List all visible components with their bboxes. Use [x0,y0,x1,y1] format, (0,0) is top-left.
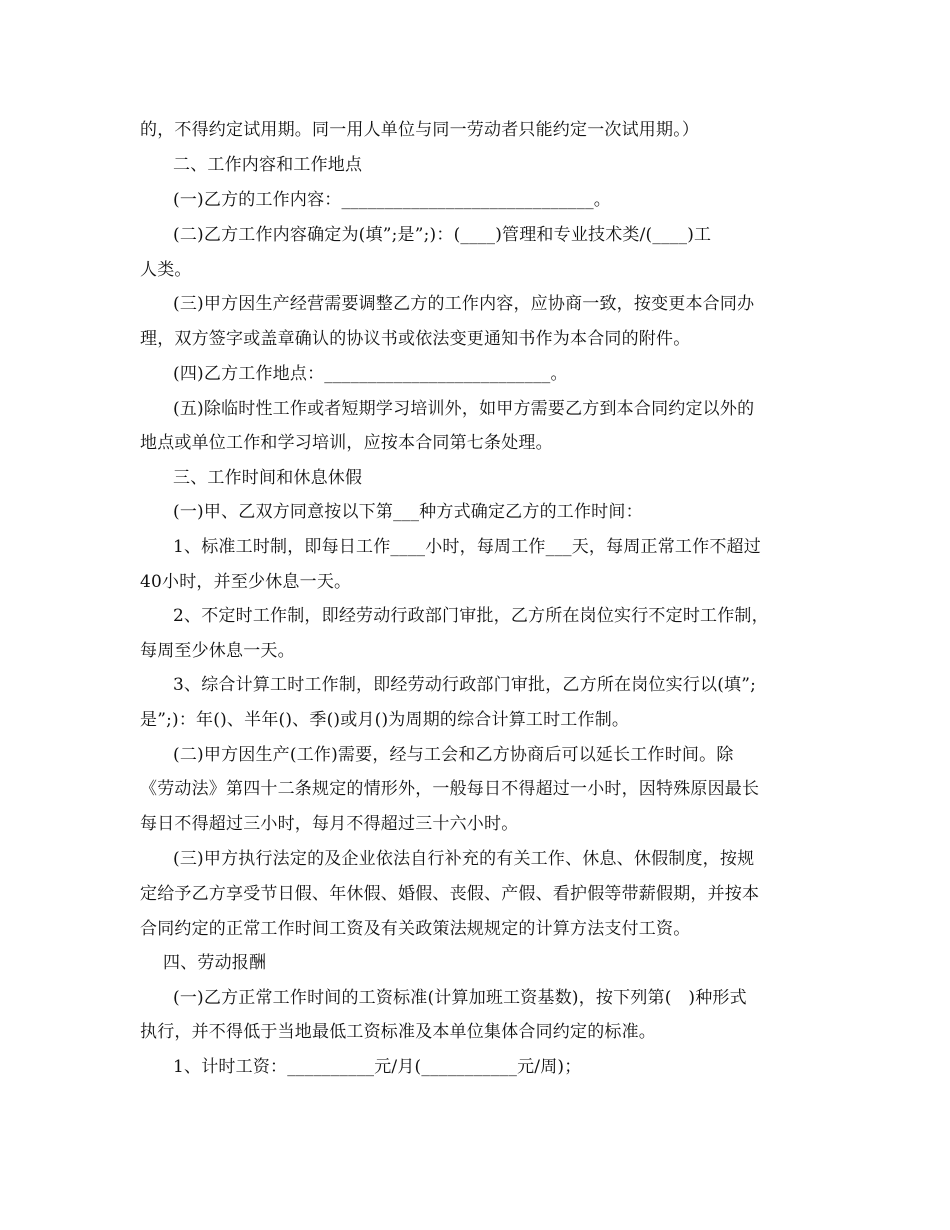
section-heading: 四、劳动报酬 [163,953,267,973]
paragraph-line: (三)甲方因生产经营需要调整乙方的工作内容，应协商一致，按变更本合同办 [173,294,755,314]
paragraph-line: 每日不得超过三小时，每月不得超过三十六小时。 [140,814,519,834]
paragraph-line: 人类。 [140,260,192,280]
paragraph-line: 执行，并不得低于当地最低工资标准及本单位集体合同约定的标准。 [140,1022,656,1042]
paragraph-line: 40小时，并至少休息一天。 [140,572,352,592]
paragraph-line: 1、计时工资：__________元/月(___________元/周)； [173,1057,582,1077]
paragraph-line: 合同约定的正常工作时间工资及有关政策法规规定的计算方法支付工资。 [140,919,691,939]
paragraph-line: (五)除临时性工作或者短期学习培训外，如甲方需要乙方到本合同约定以外的 [173,399,755,419]
paragraph-line: 地点或单位工作和学习培训，应按本合同第七条处理。 [140,433,553,453]
paragraph-line: (三)甲方执行法定的及企业依法自行补充的有关工作、休息、休假制度，按规 [173,849,755,869]
paragraph-line: 每周至少休息一天。 [140,641,295,661]
paragraph-line: (二)甲方因生产(工作)需要，经与工会和乙方协商后可以延长工作时间。除 [173,745,734,765]
paragraph-line: 1、标准工时制，即每日工作____小时，每周工作___天，每周正常工作不超过 [173,537,761,557]
paragraph-line: 是”;)：年()、半年()、季()或月()为周期的综合计算工时工作制。 [140,710,630,730]
paragraph-line: 的，不得约定试用期。同一用人单位与同一劳动者只能约定一次试用期。） [140,120,700,140]
paragraph-line: 2、不定时工作制，即经劳动行政部门审批，乙方所在岗位实行不定时工作制， [173,606,769,626]
paragraph-line: (四)乙方工作地点：__________________________。 [173,364,568,384]
section-heading: 三、工作时间和休息休假 [173,468,363,488]
paragraph-line: 理，双方签字或盖章确认的协议书或依法变更通知书作为本合同的附件。 [140,329,691,349]
paragraph-line: (一)乙方正常工作时间的工资标准(计算加班工资基数)，按下列第( )种形式 [173,988,747,1008]
paragraph-line: (一)甲、乙双方同意按以下第___种方式确定乙方的工作时间： [173,502,643,522]
paragraph-line: (一)乙方的工作内容：_____________________________。 [173,190,611,210]
paragraph-line: 3、综合计算工时工作制，即经劳动行政部门审批，乙方所在岗位实行以(填”; [173,675,757,695]
paragraph-line: (二)乙方工作内容确定为(填”;是”;)：(____)管理和专业技术类/(____)工 [173,225,712,245]
paragraph-line: 定给予乙方享受节日假、年休假、婚假、丧假、产假、看护假等带薪假期，并按本 [140,884,760,904]
section-heading: 二、工作内容和工作地点 [173,155,363,175]
paragraph-line: 《劳动法》第四十二条规定的情形外，一般每日不得超过一小时，因特殊原因最长 [140,779,760,799]
